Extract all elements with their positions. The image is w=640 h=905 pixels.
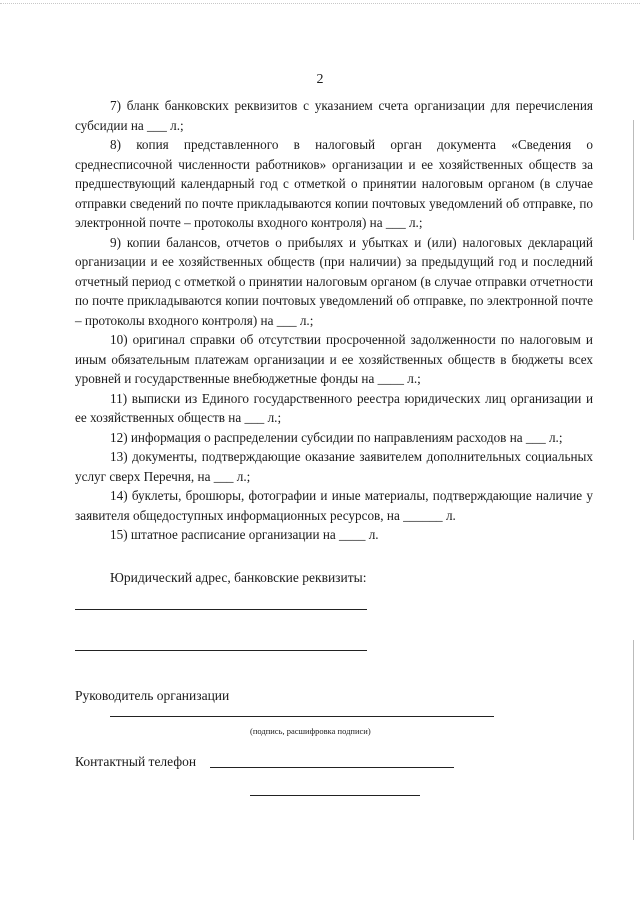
- legal-address-label: Юридический адрес, банковские реквизиты:: [110, 570, 367, 585]
- phone-line: [210, 767, 454, 768]
- scan-artifact-line: [0, 3, 640, 8]
- attachments-list: [75, 96, 593, 545]
- list-item: 10) оригинал справки об отсутствии просроченной задолженности по налоговым и иным обязательным платежам организации и ее хозяйственных обществ в бюджеты всех уровней и государственные внебюджетные фонды на ____ л.;: [75, 332, 593, 386]
- list-item: 7) бланк банковских реквизитов с указанием счета организации для перечисления субсидии на ___ л.;: [75, 98, 593, 133]
- scan-edge-mark: [633, 120, 634, 240]
- scan-edge-mark: [633, 640, 634, 840]
- phone-line-extra: [250, 795, 420, 796]
- signature-line: [110, 716, 494, 717]
- head-of-organization-label: Руководитель организации: [75, 688, 230, 703]
- list-item: 14) буклеты, брошюры, фотографии и иные материалы, подтверждающие наличие у заявителя общедоступных информационных ресурсов, на ______ л.: [75, 488, 593, 523]
- list-item: 12) информация о распределении субсидии по направлениям расходов на ___ л.;: [110, 429, 563, 445]
- list-item: 11) выписки из Единого государственного реестра юридических лиц организации и ее хозяйственных обществ на ___ л.;: [75, 390, 593, 425]
- list-item: 8) копия представленного в налоговый орган документа «Сведения о среднесписочной численности работников» организации и ее хозяйственных обществ за предшествующий календарный год с отметкой о принятии налоговым органом (в случае отправки сведений по почте прикладываются копии почтовых уведомлений об отправке, по электронной почте – протоколы входного контроля) на ___ л.;: [75, 137, 593, 230]
- contact-phone-label: Контактный телефон: [75, 754, 197, 769]
- signature-caption: (подпись, расшифровка подписи): [250, 726, 371, 736]
- list-item: 13) документы, подтверждающие оказание заявителем дополнительных социальных услуг сверх Перечня, на ___ л.;: [75, 449, 593, 484]
- page-number: 2: [316, 72, 324, 87]
- list-item: 9) копии балансов, отчетов о прибылях и убытках и (или) налоговых деклараций организации и ее хозяйственных обществ (при наличии) за предыдущий год и последний отчетный период с отметкой о принятии налоговым органом (в случае отправки отчетности по почте прикладываются копии почтовых уведомлений об отправке, по электронной почте – протоколы входного контроля) на ___ л.;: [75, 234, 593, 328]
- address-line-2: [75, 650, 367, 651]
- address-line-1: [75, 609, 367, 610]
- list-item: 15) штатное расписание организации на ____ л.: [110, 527, 379, 542]
